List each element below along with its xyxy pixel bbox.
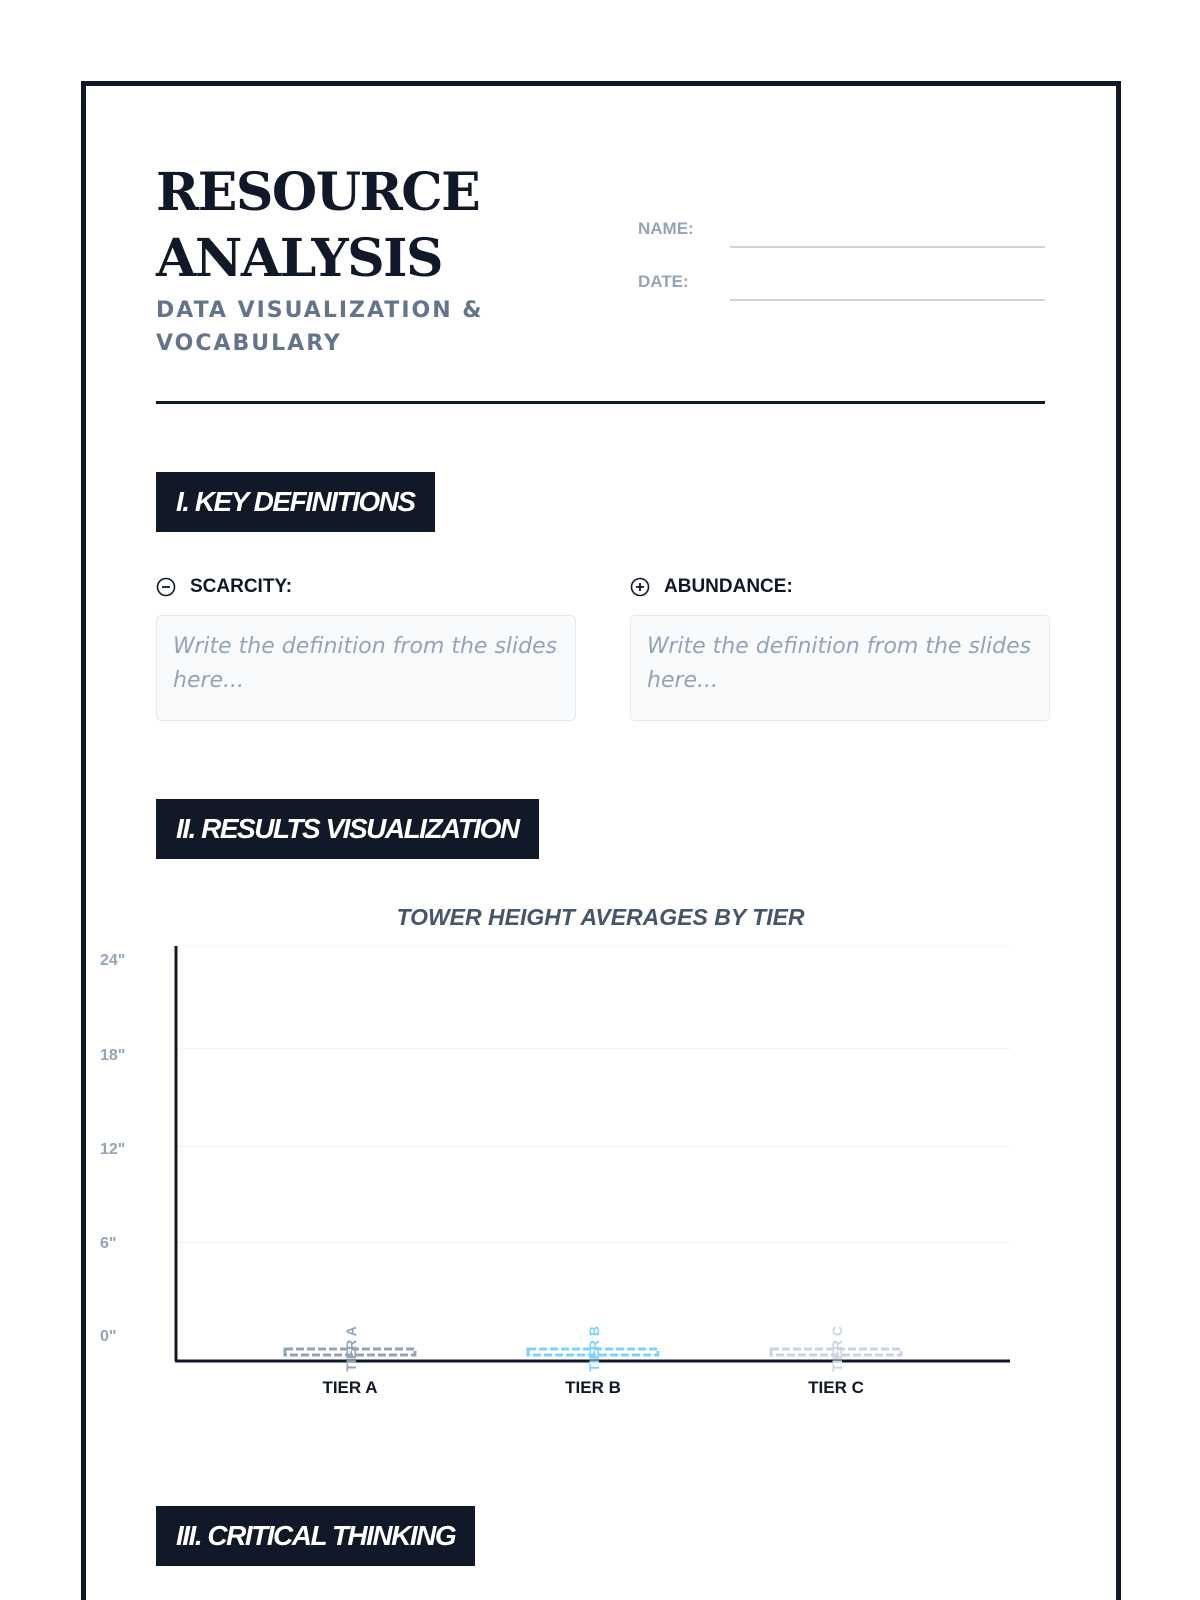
term-abundance: [630, 576, 793, 598]
page-subtitle: DATA VISUALIZATION & VOCABULARY: [156, 298, 484, 356]
abundance-label: ABUNDANCE:: [664, 576, 793, 597]
y-tick-label: 24": [100, 952, 126, 969]
date-label: DATE:: [638, 272, 689, 291]
x-tick-label: TIER B: [565, 1378, 621, 1397]
section-heading-definitions: I. KEY DEFINITIONS: [156, 472, 435, 532]
page-title: [156, 160, 479, 292]
plus-circle-icon: [630, 577, 650, 597]
abundance-definition-box[interactable]: Write the definition from the slides here...: [630, 615, 1050, 721]
title-line-2: ANALYSIS: [156, 228, 443, 289]
y-tick-label: 18": [100, 1047, 126, 1064]
minus-circle-icon: [156, 577, 176, 597]
bar-inner-label: TIER B: [586, 1326, 602, 1372]
x-tick-label: TIER A: [322, 1378, 378, 1397]
bar-inner-label: TIER C: [829, 1326, 845, 1372]
y-tick-label: 6": [100, 1235, 117, 1252]
scarcity-label: SCARCITY:: [190, 576, 293, 597]
chart-title: TOWER HEIGHT AVERAGES BY TIER: [396, 904, 805, 930]
date-field[interactable]: [730, 299, 1045, 301]
title-line-1: RESOURCE: [156, 162, 480, 223]
name-field[interactable]: [730, 246, 1045, 248]
y-tick-label: 0": [100, 1328, 117, 1345]
term-scarcity: [156, 576, 292, 598]
section-heading-critical-thinking: III. CRITICAL THINKING: [156, 1506, 475, 1566]
worksheet: [81, 81, 1121, 1600]
bar-inner-label: TIER A: [343, 1326, 359, 1372]
scarcity-definition-box[interactable]: Write the definition from the slides here...: [156, 615, 576, 721]
bar-chart: [86, 946, 1126, 1506]
name-label: NAME:: [638, 219, 694, 238]
header-divider: [156, 401, 1045, 404]
y-tick-label: 12": [100, 1141, 126, 1158]
section-heading-results: II. RESULTS VISUALIZATION: [156, 799, 539, 859]
x-tick-label: TIER C: [808, 1378, 864, 1397]
